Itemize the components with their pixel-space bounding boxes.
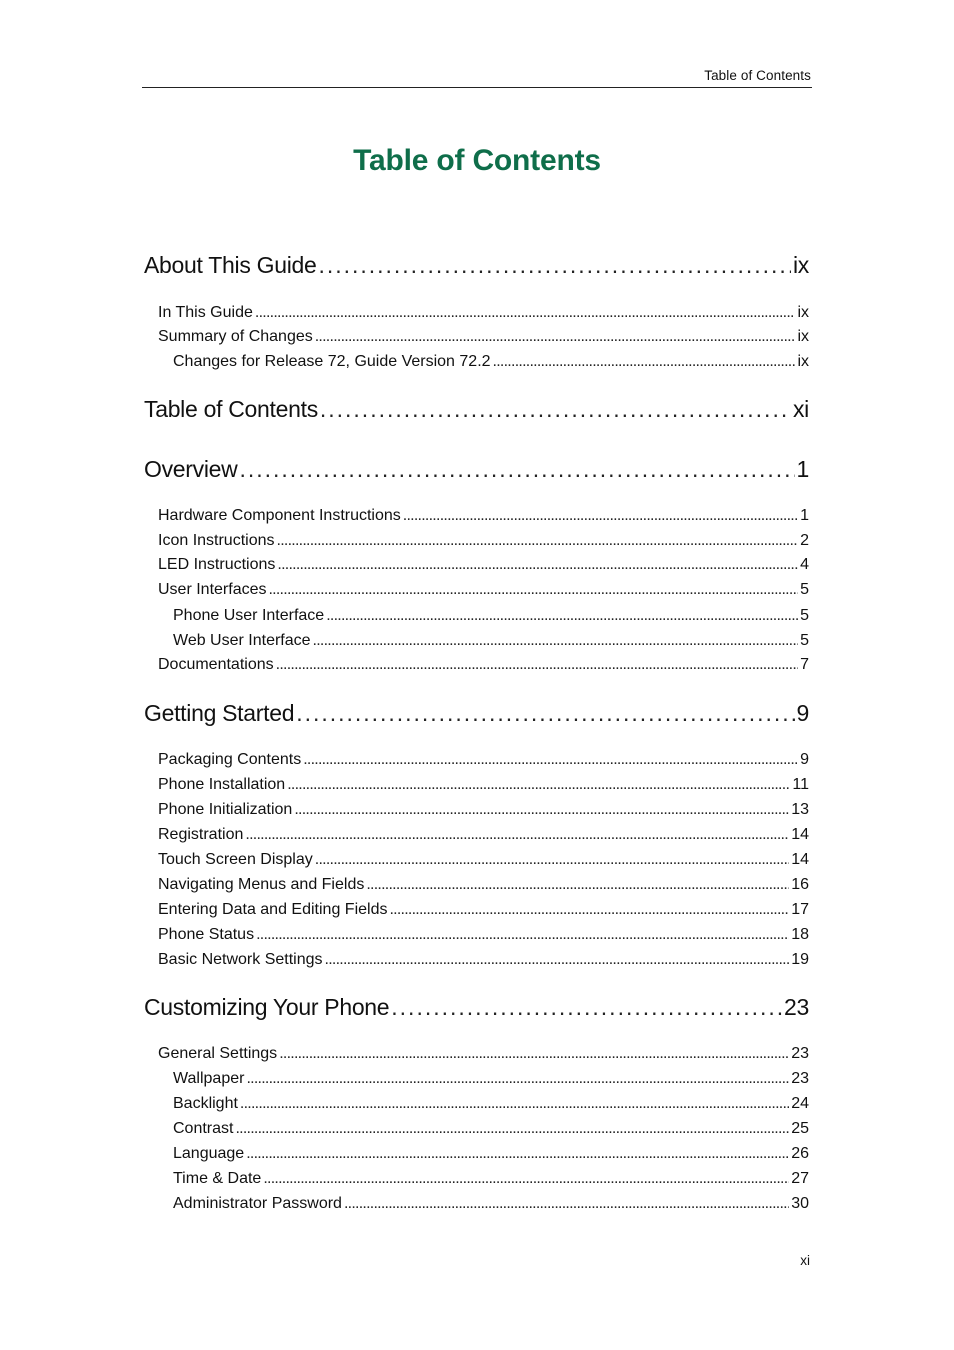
dot-leader [256,926,789,944]
toc-entry[interactable] [158,556,809,574]
toc-entry[interactable] [158,656,809,674]
toc-entry-page: 14 [791,826,809,843]
toc-entry-label: Wallpaper [173,1070,245,1087]
dot-leader [240,1095,789,1113]
dot-leader [315,328,796,346]
toc-entry[interactable] [158,751,809,769]
toc-entry-label: Icon Instructions [158,532,275,549]
dot-leader [313,632,799,650]
toc-entry-page: ix [797,328,809,345]
toc-entry-label: Phone User Interface [173,607,325,624]
dot-leader [246,1145,789,1163]
toc-entry-label: Customizing Your Phone [144,994,390,1020]
toc-entry-page: xi [792,396,809,422]
dot-leader [493,353,796,371]
toc-entry-page: 1 [800,507,809,524]
toc-entry[interactable] [158,507,809,525]
toc-entry-label: Time & Date [173,1170,262,1187]
toc-entry-label: In This Guide [158,304,253,321]
toc-entry[interactable] [158,328,809,346]
toc-entry-label: Contrast [173,1120,234,1137]
dot-leader [296,700,794,727]
toc-entry-label: User Interfaces [158,581,267,598]
toc-entry-page: 27 [791,1170,809,1187]
toc-entry-page: 2 [800,532,809,549]
toc-entry-label: Basic Network Settings [158,951,323,968]
toc-entry[interactable] [158,1045,809,1063]
toc-entry-page: 14 [791,851,809,868]
toc-entry[interactable] [173,607,809,625]
toc-entry[interactable] [158,304,809,322]
dot-leader [246,1070,789,1088]
toc-entry-label: Phone Installation [158,776,286,793]
toc-entry-page: 1 [796,456,809,482]
toc-entry-page: 23 [791,1045,809,1062]
toc-chapter-entry[interactable] [144,456,809,483]
toc-entry-label: Touch Screen Display [158,851,313,868]
toc-entry-page: 30 [791,1195,809,1212]
toc-entry-page: 4 [800,556,809,573]
toc-chapter-entry[interactable] [144,252,809,279]
toc-entry-label: LED Instructions [158,556,276,573]
toc-entry-page: 9 [796,700,809,726]
toc-entry[interactable] [158,926,809,944]
dot-leader [268,581,798,599]
toc-entry[interactable] [158,801,809,819]
toc-entry-label: Navigating Menus and Fields [158,876,365,893]
toc-entry-label: Phone Initialization [158,801,293,818]
dot-leader [263,1170,789,1188]
dot-leader [319,252,791,279]
dot-leader [277,556,798,574]
running-header-title: Table of Contents [704,68,811,83]
running-header [142,68,812,88]
toc-entry-page: 18 [791,926,809,943]
toc-entry-label: Packaging Contents [158,751,302,768]
toc-entry-page: 5 [800,581,809,598]
toc-entry[interactable] [158,776,809,794]
toc-entry-page: ix [797,353,809,370]
toc-entry-page: 11 [792,776,809,793]
dot-leader [325,951,790,969]
dot-leader [277,532,799,550]
dot-leader [344,1195,789,1213]
dot-leader [235,1120,789,1138]
toc-entry[interactable] [173,632,809,650]
toc-entry-page: 24 [791,1095,809,1112]
toc-entry-page: 5 [800,632,809,649]
toc-entry-label: Table of Contents [144,396,318,422]
dot-leader [391,994,782,1021]
toc-entry[interactable] [173,1170,809,1188]
toc-entry[interactable] [158,876,809,894]
toc-entry-label: Phone Status [158,926,255,943]
toc-entry-page: 23 [791,1070,809,1087]
dot-leader [320,396,791,423]
toc-entry[interactable] [158,901,809,919]
dot-leader [279,1045,789,1063]
toc-entry[interactable] [173,1095,809,1113]
toc-entry[interactable] [173,1195,809,1213]
toc-entry-label: Web User Interface [173,632,311,649]
dot-leader [403,507,798,525]
page-title: Table of Contents [353,144,601,177]
dot-leader [245,826,789,844]
dot-leader [255,304,796,322]
toc-entry-label: Language [173,1145,245,1162]
toc-entry-label: Documentations [158,656,274,673]
toc-entry-label: Overview [144,456,238,482]
dot-leader [239,456,794,483]
toc-entry-page: 17 [791,901,809,918]
toc-entry-page: 19 [791,951,809,968]
toc-entry-label: Changes for Release 72, Guide Version 72.2 [173,353,491,370]
toc-entry-page: 7 [800,656,809,673]
dot-leader [389,901,789,919]
toc-entry[interactable] [158,532,809,550]
toc-entry-page: ix [797,304,809,321]
toc-entry[interactable] [158,826,809,844]
dot-leader [326,607,798,625]
dot-leader [294,801,789,819]
toc-entry[interactable] [158,851,809,869]
toc-entry-page: 13 [791,801,809,818]
dot-leader [303,751,798,769]
dot-leader [287,776,790,794]
toc-entry-label: About This Guide [144,252,317,278]
toc-entry-page: 23 [784,994,809,1020]
toc-entry-page: 26 [791,1145,809,1162]
toc-entry-label: Summary of Changes [158,328,313,345]
toc-entry[interactable] [158,951,809,969]
toc-entry-page: 16 [791,876,809,893]
toc-chapter-entry[interactable] [144,994,809,1021]
toc-entry-page: ix [792,252,809,278]
dot-leader [315,851,789,869]
toc-entry-label: Backlight [173,1095,238,1112]
dot-leader [276,656,798,674]
toc-entry-page: 5 [800,607,809,624]
toc-entry-label: Entering Data and Editing Fields [158,901,388,918]
toc-entry[interactable] [173,1145,809,1163]
toc-entry-label: Registration [158,826,244,843]
toc-chapter-entry[interactable] [144,700,809,727]
toc-entry-label: Hardware Component Instructions [158,507,401,524]
toc-entry[interactable] [173,1070,809,1088]
toc-entry-page: 25 [791,1120,809,1137]
toc-entry-label: Administrator Password [173,1195,342,1212]
toc-entry[interactable] [173,353,809,371]
toc-chapter-entry[interactable] [144,396,809,423]
toc-entry-label: Getting Started [144,700,295,726]
toc-entry-label: General Settings [158,1045,278,1062]
dot-leader [366,876,789,894]
toc-entry[interactable] [173,1120,809,1138]
toc-entry-page: 9 [800,751,809,768]
page-number: xi [800,1253,810,1268]
toc-entry[interactable] [158,581,809,599]
